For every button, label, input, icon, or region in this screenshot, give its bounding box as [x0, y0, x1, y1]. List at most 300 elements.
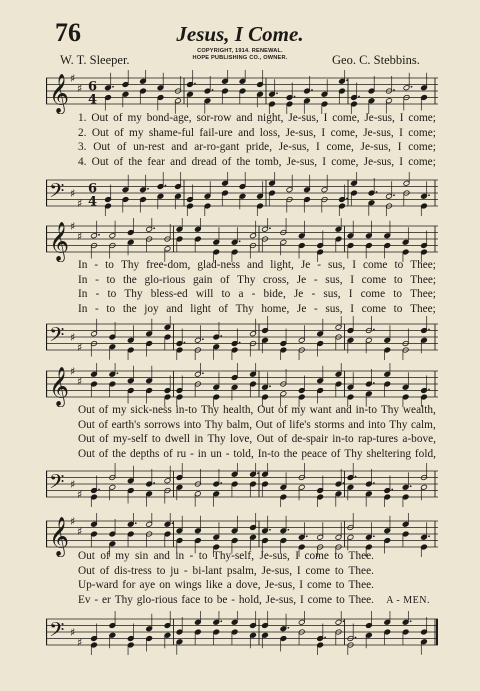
lyric-word: come;: [408, 141, 436, 154]
time-signature-bottom: 4: [88, 194, 98, 210]
lyric-word: Out: [255, 418, 273, 431]
lyric-word: Thee;: [410, 273, 436, 286]
lyric-line: [78, 111, 436, 126]
lyric-line: [78, 287, 436, 302]
notation-marks: [91, 363, 430, 407]
lyric-word: I: [299, 579, 304, 592]
lyric-word: Thy: [200, 404, 220, 416]
lyric-word: bless-ed: [150, 288, 188, 301]
sharp-icon: ♯: [77, 374, 83, 388]
lyric-word: un: [210, 447, 222, 460]
lyric-word: Je-sus,: [288, 112, 319, 124]
lyric-word: the: [112, 447, 127, 460]
sharp-icon: ♯: [77, 196, 83, 210]
lyric-word: Je-sus,: [363, 155, 395, 168]
lyric-word: Thee;: [410, 302, 436, 315]
sharp-icon: ♯: [77, 229, 83, 243]
lyric-line: [78, 447, 436, 462]
lyric-word: -: [317, 259, 321, 271]
lyric-word: to: [204, 593, 213, 606]
lyric-word: of: [221, 155, 232, 168]
lyric-word: to: [393, 273, 403, 286]
lyric-line: [78, 418, 436, 433]
lyric-word: come: [361, 273, 387, 286]
lyric-word: I: [399, 155, 404, 168]
time-signature-top: 6: [88, 79, 98, 95]
lyric-word: balm,: [226, 418, 253, 431]
lyric-word: Up-ward: [78, 579, 119, 592]
lyric-word: Je-sus,: [363, 126, 394, 139]
lyric-word: pride,: [245, 141, 273, 154]
verse-lyrics-block: [78, 111, 436, 169]
lyric-word: of: [220, 273, 230, 286]
sharp-icon: ♯: [70, 331, 76, 344]
lyric-word: I: [350, 302, 354, 315]
lyric-word: Out: [78, 404, 95, 416]
lyric-word: glo-rious: [144, 273, 186, 286]
lyric-word: bi-lant: [192, 564, 223, 577]
lyric-word: face: [181, 593, 201, 606]
lyric-word: to: [106, 302, 116, 315]
lyric-word: peace: [301, 447, 328, 460]
bass-staff: [46, 611, 438, 655]
lyric-word: come: [360, 288, 386, 301]
lyric-word: -: [95, 273, 99, 286]
lyric-word: sorrows: [144, 418, 180, 431]
lyric-word: told,: [233, 447, 254, 460]
lyric-line: [78, 302, 436, 317]
lyric-word: storms: [314, 418, 345, 431]
lyric-word: Thy-self,: [212, 550, 255, 562]
bass-clef-icon: 𝄢: [49, 617, 65, 646]
lyric-word: and: [153, 550, 170, 562]
lyric-word: -: [94, 259, 99, 271]
lyric-word: health,: [222, 404, 254, 416]
lyric-word: -: [225, 447, 230, 460]
lyric-word: Je-sus,: [265, 593, 297, 606]
lyric-word: In: [78, 273, 88, 286]
lyric-word: will: [195, 288, 214, 301]
sharp-icon: ♯: [77, 340, 83, 354]
lyric-word: -: [183, 564, 188, 577]
lyric-word: Je-sus,: [286, 155, 318, 168]
lyric-word: and: [171, 141, 188, 154]
lyric-word: of: [98, 418, 108, 431]
lyric-word: Thee;: [410, 259, 436, 271]
lyric-word: sus,: [325, 273, 343, 286]
lyric-word: -: [313, 273, 318, 286]
lyric-word: life's: [289, 418, 311, 431]
notation-marks: [105, 172, 430, 216]
lyric-word: to: [335, 579, 345, 592]
lyric-word: wings: [174, 579, 202, 592]
copyright-line-2: HOPE PUBLISHING CO., OWNER.: [192, 55, 288, 61]
lyric-word: Out: [91, 126, 109, 139]
lyric-word: I: [322, 155, 327, 168]
sharp-icon: ♯: [70, 365, 76, 378]
lyric-word: Thee.: [348, 550, 374, 562]
lyric-word: free-dom,: [146, 259, 191, 271]
lyric-word: come;: [408, 155, 436, 168]
lyric-word: er: [102, 593, 111, 606]
lyric-word: Je: [293, 288, 304, 301]
lyric-word: of: [163, 447, 173, 460]
lyric-word: to: [334, 550, 344, 562]
lyric-word: earth's: [111, 418, 141, 431]
lyric-word: to: [198, 550, 208, 562]
treble-staff: [46, 218, 438, 262]
sharp-icon: ♯: [77, 81, 83, 95]
lyric-word: un-rest: [133, 141, 165, 154]
lyric-word: on: [159, 579, 171, 592]
lyric-line: [78, 564, 436, 579]
lyric-word: -: [231, 593, 236, 606]
lyric-word: and: [166, 302, 183, 315]
lyric-line: [78, 578, 436, 593]
lyric-word: of: [113, 155, 124, 168]
lyric-word: I: [295, 550, 300, 562]
lyric-word: come;: [408, 112, 436, 124]
lyric-word: of: [114, 126, 124, 139]
lyric-word: tomb,: [255, 155, 282, 168]
lyric-word: ar-ro-gant: [194, 141, 240, 154]
lyric-word: hold,: [238, 593, 262, 606]
lyric-word: Thy: [114, 593, 133, 606]
lyric-word: sus,: [325, 302, 343, 315]
lyric-word: come,: [330, 126, 358, 139]
lyric-word: in-to: [355, 404, 377, 416]
lyric-word: -: [189, 550, 194, 562]
lyric-word: come,: [326, 141, 354, 154]
amen-text: A - MEN.: [386, 594, 430, 606]
lyric-word: bond-age,: [146, 112, 192, 124]
time-signature-bottom: 4: [88, 92, 98, 108]
lyric-word: of: [278, 404, 288, 416]
bass-staff: [46, 172, 438, 216]
lyric-word: depths: [129, 447, 160, 460]
lyric-word: and: [170, 155, 187, 168]
lyric-word: Ev: [78, 593, 91, 606]
lyric-word: come,: [332, 112, 360, 124]
lyric-line: [78, 126, 436, 141]
lyric-word: to: [394, 259, 404, 271]
treble-clef-icon: 𝄞: [49, 366, 70, 407]
lyric-word: of: [277, 433, 288, 446]
lyric-word: Thy: [344, 447, 363, 460]
lyric-word: bide,: [263, 288, 286, 301]
lyric-word: for: [122, 579, 136, 592]
treble-clef-icon: 𝄞: [49, 516, 70, 557]
lyric-word: Out: [78, 447, 95, 460]
lyricist-credit: W. T. Sleeper.: [60, 53, 130, 67]
lyric-word: fold,: [414, 447, 436, 460]
lyric-word: of: [218, 302, 228, 315]
lyric-line: [78, 593, 436, 608]
lyric-word: sus,: [323, 288, 341, 301]
lyric-word: and: [236, 112, 253, 124]
lyric-word: Thy: [380, 404, 400, 416]
bass-clef-icon: 𝄢: [49, 469, 65, 498]
lyric-word: -: [313, 302, 318, 315]
lyric-word: my: [127, 112, 142, 124]
treble-clef-icon: 𝄞: [49, 73, 70, 114]
lyric-word: ju: [170, 564, 180, 577]
lyric-word: cross,: [263, 273, 290, 286]
lyric-word: the: [123, 273, 137, 286]
lyric-word: psalm,: [226, 564, 257, 577]
lyric-word: fail-ure: [199, 126, 233, 139]
lyric-word: loss,: [259, 126, 281, 139]
lyric-word: a-bove,: [402, 433, 436, 446]
lyric-word: of: [113, 112, 123, 124]
lyric-word: into: [368, 418, 386, 431]
lyric-word: of: [99, 564, 110, 577]
lyric-word: light,: [270, 259, 294, 271]
lyric-word: -: [251, 288, 256, 301]
sharp-icon: ♯: [70, 220, 76, 233]
lyric-word: and: [238, 126, 255, 139]
lyric-word: come: [307, 593, 333, 606]
lyric-word: Thy: [235, 302, 254, 315]
lyric-word: come: [361, 302, 387, 315]
lyric-word: to: [105, 259, 114, 271]
lyric-word: the: [283, 447, 298, 460]
lyric-word: light: [190, 302, 211, 315]
lyric-word: glo-rious: [136, 593, 178, 606]
lyric-line: [78, 273, 436, 288]
bass-clef-icon: 𝄢: [49, 322, 65, 351]
sharp-icon: ♯: [77, 524, 83, 538]
lyric-word: I: [348, 288, 353, 301]
lyric-word: the: [122, 302, 137, 315]
lyric-word: to: [151, 433, 161, 446]
lyric-line: [78, 258, 436, 273]
lyric-word: dread: [191, 155, 217, 168]
lyric-word: my: [115, 550, 130, 562]
sharp-icon: ♯: [77, 635, 83, 649]
lyric-line: [78, 549, 436, 564]
lyric-word: Je: [296, 273, 307, 286]
lyric-word: come: [307, 579, 332, 592]
lyric-word: come: [305, 564, 330, 577]
lyric-word: I: [352, 259, 356, 271]
lyric-word: of: [116, 141, 127, 154]
lyric-word: in: [197, 447, 207, 460]
lyric-word: wealth,: [402, 404, 436, 416]
lyric-word: and: [247, 259, 264, 271]
lyric-word: the: [128, 155, 143, 168]
lyric-word: Thy: [120, 259, 140, 271]
lyric-word: of: [98, 404, 109, 416]
lyric-word: sheltering: [366, 447, 411, 460]
lyric-word: to: [107, 288, 117, 301]
lyric-word: and: [348, 418, 365, 431]
lyric-word: of: [276, 418, 286, 431]
lyric-word: a: [226, 579, 232, 592]
lyric-word: my-self: [113, 433, 148, 446]
sharp-icon: ♯: [70, 478, 76, 491]
lyric-word: like: [205, 579, 223, 592]
lyric-word: joy: [144, 302, 159, 315]
composer-credit: Geo. C. Stebbins.: [332, 53, 420, 67]
lyric-line: [78, 155, 436, 170]
copyright-line-1: COPYRIGHT, 1914. RENEWAL.: [197, 48, 283, 54]
treble-staff: [46, 363, 438, 407]
lyric-word: Thy: [207, 433, 226, 446]
verse-lyrics-block: [78, 549, 436, 607]
lyric-word: rap-tures: [357, 433, 399, 446]
lyric-word: come;: [408, 126, 436, 139]
sharp-icon: ♯: [70, 187, 76, 200]
notation-marks: [91, 316, 430, 360]
lyric-word: Thy: [389, 418, 408, 431]
lyric-word: 4.: [78, 155, 87, 168]
lyric-word: Thy: [204, 418, 223, 431]
lyric-word: Je-sus,: [364, 112, 395, 124]
lyric-word: night,: [257, 112, 284, 124]
lyric-word: to: [393, 302, 403, 315]
sharp-icon: ♯: [77, 487, 83, 501]
lyric-word: Je-sus,: [264, 579, 296, 592]
lyric-word: In-to: [257, 447, 280, 460]
lyric-word: -: [95, 288, 100, 301]
lyric-word: come: [362, 259, 388, 271]
lyric-word: Out: [78, 418, 95, 431]
lyric-word: dove,: [235, 579, 261, 592]
verse-lyrics-block: [78, 403, 436, 461]
lyric-word: dwell: [164, 433, 191, 446]
lyric-word: a: [238, 288, 244, 301]
lyric-word: Je-sus,: [278, 141, 310, 154]
treble-staff: [46, 70, 438, 114]
lyric-word: I: [399, 126, 403, 139]
sharp-icon: ♯: [70, 515, 76, 528]
lyric-word: in-to: [175, 404, 198, 416]
lyric-word: to: [334, 564, 344, 577]
lyric-word: be: [216, 593, 228, 606]
lyric-word: Je-sus,: [360, 141, 391, 154]
lyric-word: Thee.: [348, 579, 374, 592]
lyric-word: home,: [261, 302, 290, 315]
lyric-word: I: [296, 564, 301, 577]
bass-clef-icon: 𝄢: [49, 178, 65, 207]
lyric-word: my: [129, 126, 144, 139]
lyric-word: Out: [91, 155, 109, 168]
lyric-word: fear: [147, 155, 165, 168]
lyric-line: [78, 432, 436, 447]
lyric-word: of: [330, 447, 341, 460]
lyric-word: of: [100, 550, 110, 562]
lyric-word: sick-ness: [130, 404, 172, 416]
lyric-word: I: [321, 126, 326, 139]
lyric-word: Out: [78, 564, 95, 577]
time-signature-top: 6: [88, 181, 98, 197]
lyric-word: In: [78, 288, 88, 301]
lyric-word: shame-ful: [148, 126, 195, 139]
lyric-word: Thee.: [348, 564, 374, 577]
treble-clef-icon: 𝄞: [49, 221, 70, 262]
verse-lyrics-block: [78, 258, 436, 316]
lyric-word: dis-tress: [114, 564, 152, 577]
lyric-word: ru: [176, 447, 187, 460]
lyric-word: de-spair: [291, 433, 328, 446]
lyric-word: I: [397, 141, 402, 154]
lyric-word: Thee.: [348, 593, 374, 606]
lyric-word: Thy: [237, 273, 256, 286]
lyric-word: -: [94, 593, 99, 606]
hymn-title: Jesus, I Come.: [176, 22, 304, 46]
lyric-word: in: [175, 550, 185, 562]
hymn-number: 76: [55, 18, 81, 47]
lyric-word: come,: [331, 155, 359, 168]
lyric-line: [78, 403, 436, 418]
lyric-word: in: [194, 433, 204, 446]
lyric-word: my: [112, 404, 127, 416]
lyric-word: love,: [229, 433, 253, 446]
lyric-word: sin: [135, 550, 149, 562]
lyric-word: Je-sus,: [259, 550, 290, 562]
lyric-line: [78, 140, 436, 155]
lyric-word: of: [98, 447, 109, 460]
lyric-word: to: [221, 288, 231, 301]
lyric-word: sus,: [327, 259, 346, 271]
lyric-word: Thee;: [410, 288, 436, 301]
bass-staff: [46, 463, 438, 507]
lyric-word: aye: [139, 579, 156, 592]
lyric-word: of: [99, 433, 109, 446]
lyric-word: in-to: [332, 433, 354, 446]
lyric-word: to: [393, 288, 403, 301]
lyric-word: 2.: [78, 126, 87, 139]
lyric-word: and: [335, 404, 352, 416]
lyric-word: sor-row: [196, 112, 232, 124]
lyric-word: I: [299, 593, 304, 606]
lyric-word: -: [311, 288, 316, 301]
lyric-word: I: [350, 273, 354, 286]
lyric-word: calm,: [411, 418, 436, 431]
lyric-word: Out: [91, 112, 109, 124]
lyric-word: Je-sus,: [285, 126, 317, 139]
lyric-word: the: [236, 155, 251, 168]
lyric-word: Out: [78, 550, 95, 562]
lyric-word: to: [156, 564, 166, 577]
lyric-word: Out: [256, 433, 274, 446]
lyric-word: In: [78, 302, 88, 315]
lyric-word: -: [190, 447, 194, 460]
lyric-word: glad-ness: [197, 259, 241, 271]
bass-staff: [46, 316, 438, 360]
lyric-word: 3.: [78, 141, 87, 154]
lyric-word: want: [309, 404, 332, 416]
lyric-word: I: [315, 141, 320, 154]
lyric-word: into: [183, 418, 202, 431]
lyric-word: Je: [296, 302, 307, 315]
lyric-word: Out: [78, 433, 95, 446]
lyric-word: Out: [257, 404, 275, 416]
sharp-icon: ♯: [70, 626, 76, 639]
lyric-word: come: [304, 550, 329, 562]
lyric-word: In: [78, 259, 88, 271]
lyric-word: to: [335, 593, 345, 606]
lyric-word: Je-sus,: [261, 564, 293, 577]
lyric-word: Thy: [124, 288, 143, 301]
lyric-word: gain: [192, 273, 213, 286]
lyric-word: I: [323, 112, 328, 124]
lyric-word: -: [95, 302, 99, 315]
lyric-word: my: [291, 404, 306, 416]
lyric-word: to: [106, 273, 116, 286]
lyric-word: Out: [93, 141, 111, 154]
